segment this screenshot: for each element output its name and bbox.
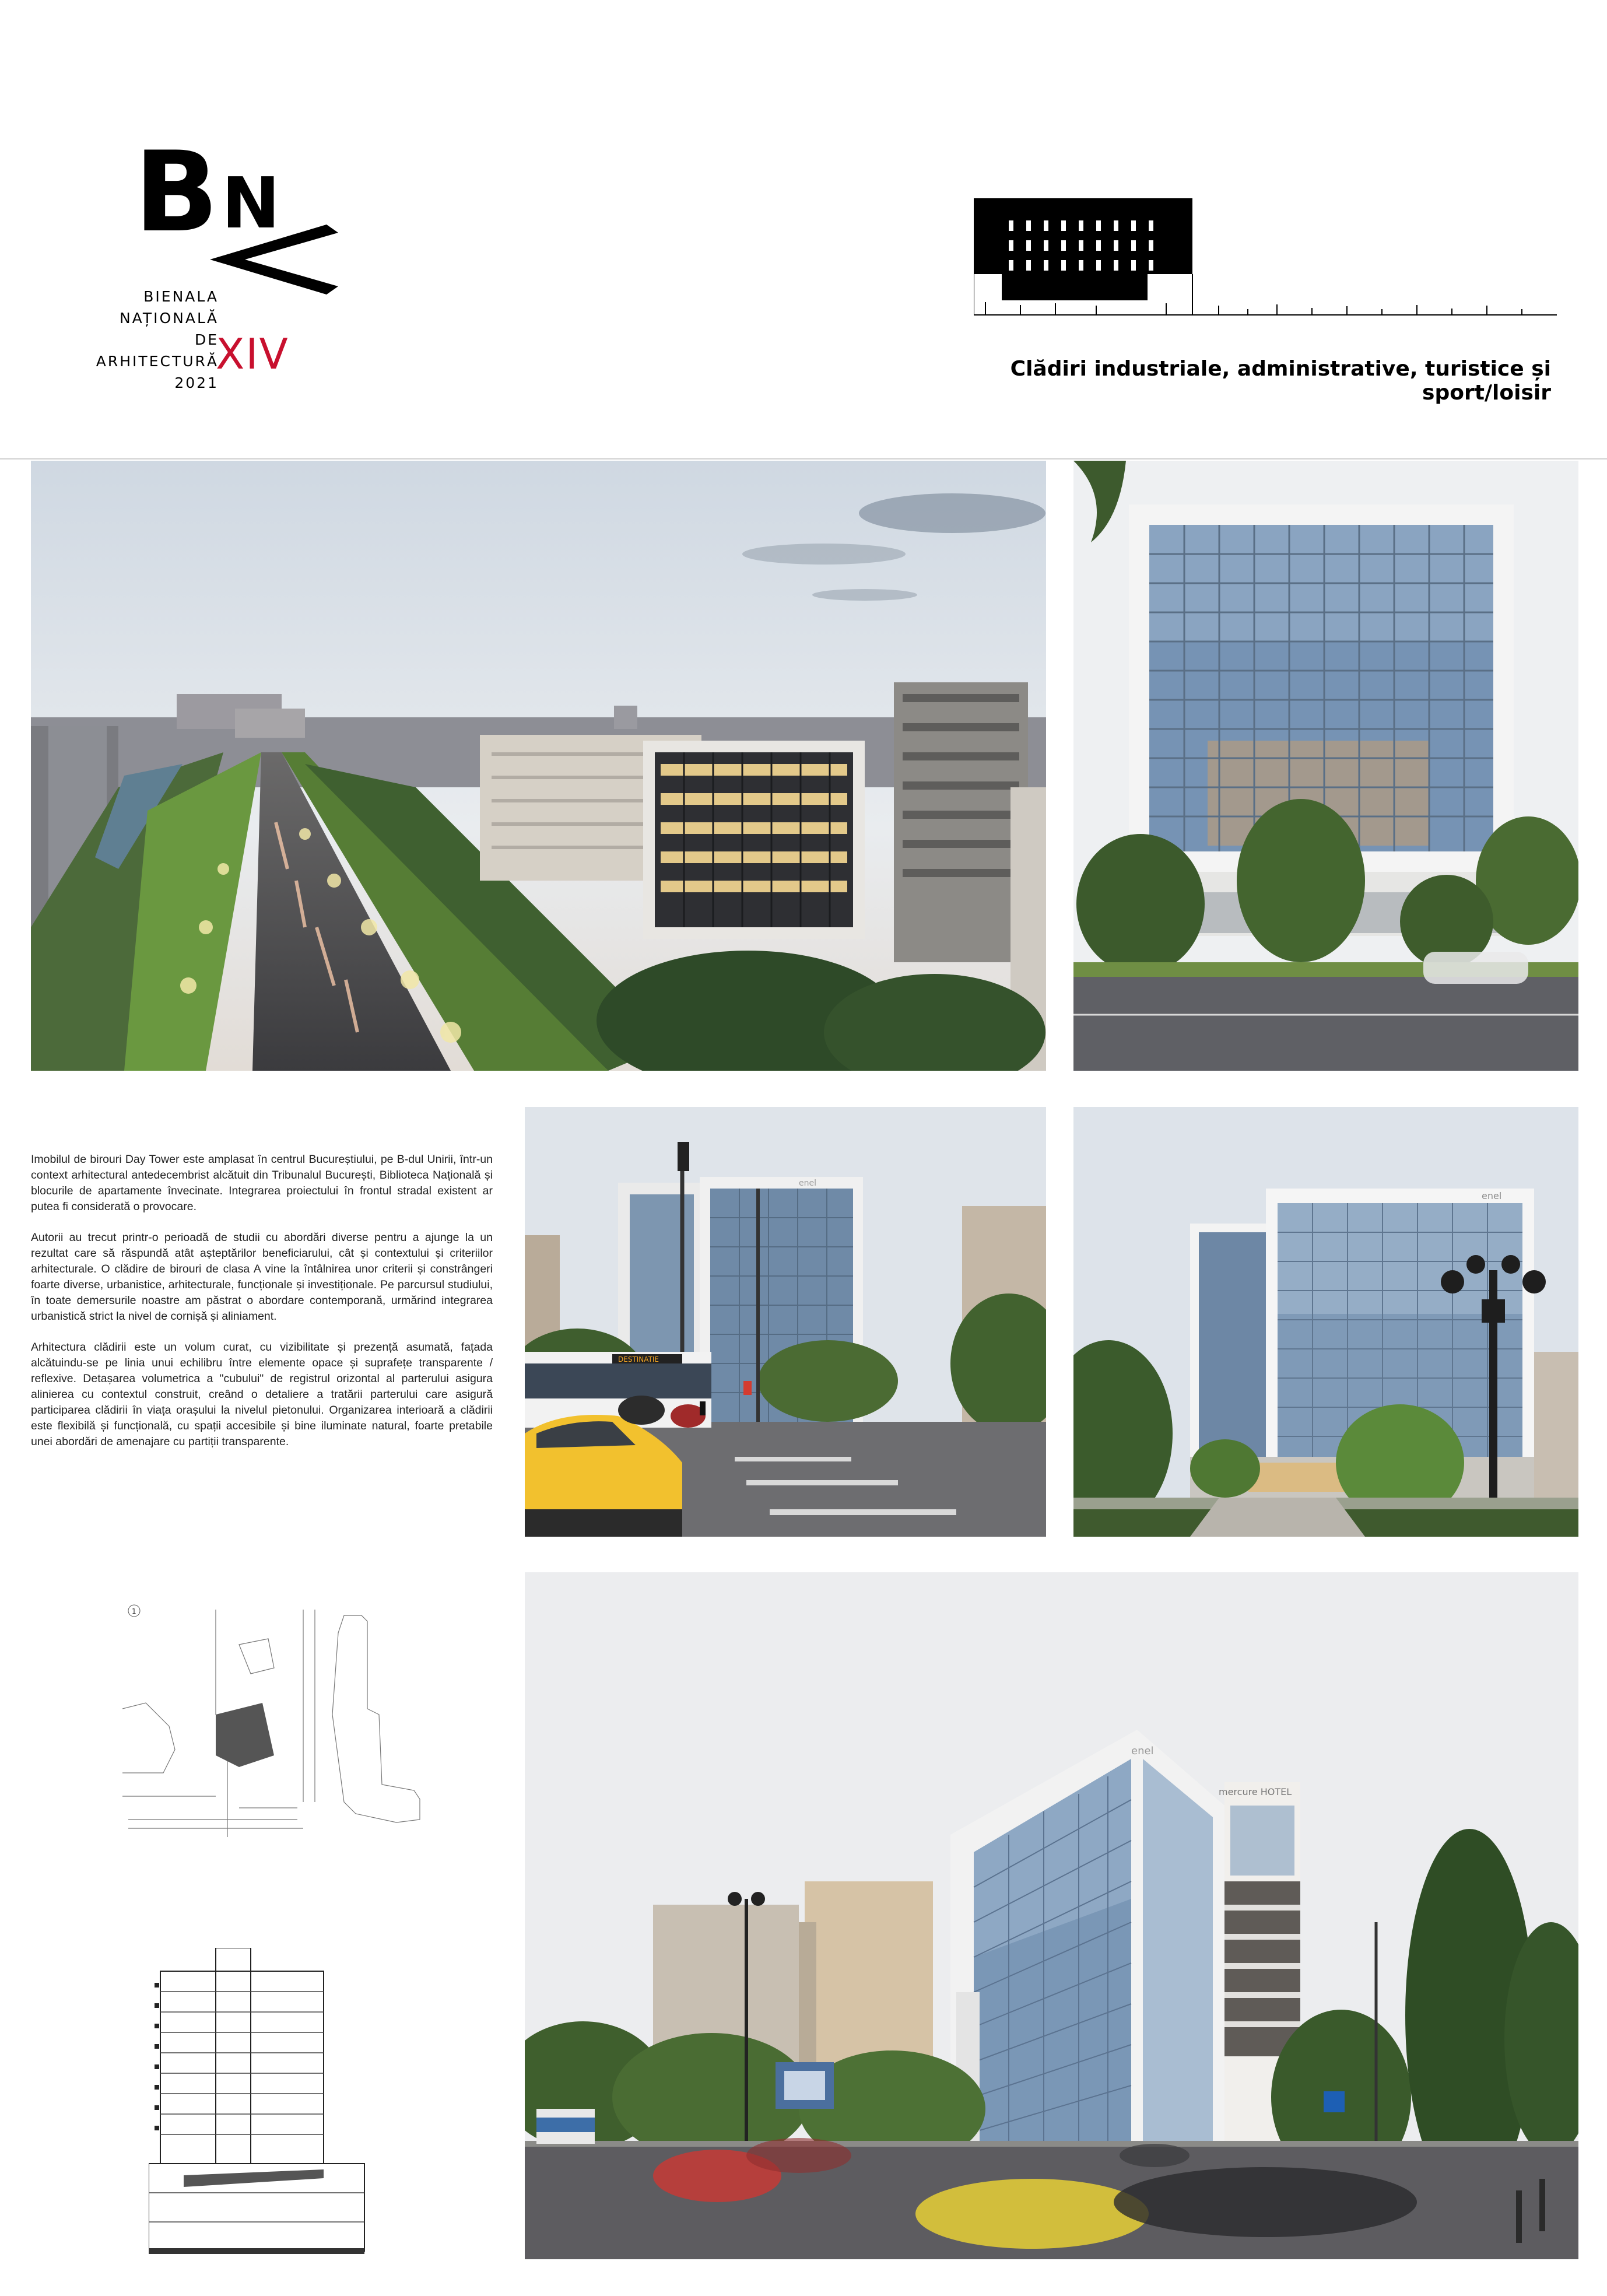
- building-sign-text: enel: [1131, 1745, 1154, 1757]
- logo-line: ARHITECTURĂ: [96, 353, 219, 370]
- logo-text-lines: [96, 286, 219, 394]
- logo-letter-b: B: [134, 128, 219, 257]
- logo-line: BIENALA: [143, 288, 219, 305]
- edition-number: XIV: [216, 329, 289, 378]
- logo-letter-n: N: [222, 163, 280, 244]
- building-sign-text: enel: [799, 1179, 816, 1188]
- building-sign-text: enel: [1482, 1190, 1502, 1201]
- description-paragraph: Autorii au trecut printr-o perioadă de studii cu abordări diverse pentru a ajunge la un rezultat care să răspundă atât așteptărilor beneficiarului, cât și contextului și criteriilor arhitecturale. O clădire de birouri de clasa A vine la întâlnirea unor criterii și constrângeri foarte diverse, urbanistice, arhitecturale, funcționale și investiționale. Pe parcursul studiului, în toate demersurile noastre am păstrat o abordare contemporană, urmărind integrarea urbanistică strict la nivel de cornișă și aliniament.: [31, 1231, 493, 1323]
- bus-destination-sign: DESTINATIE: [618, 1355, 659, 1363]
- description-paragraph: Arhitectura clădirii este un volum curat, cu vizibilitate și prezență asumată, fațada alcătuindu-se pe linia unui echilibru între elemente opace și suprafețe transparente / reflexive. Detașarea volumetrica a "cubului" de registrul orizontal al parterului asigura alinierea cu contextul construit, creând o detaliere a tratării parterului care asigură participarea clădirii în viața orașului la nivelul pietonului. Organizarea interioară a clădirii este flexibilă și funcțională, cu spații accesibile și bine iluminate natural, foarte pretabile unei abordări de amenajare cu partiții transparente.: [31, 1341, 493, 1448]
- photo-aerial-boulevard: [31, 461, 1046, 1071]
- project-description: [31, 1152, 493, 1465]
- logo-line: 2021: [174, 374, 219, 391]
- hotel-sign-text: mercure HOTEL: [1219, 1786, 1292, 1797]
- description-paragraph: Imobilul de birouri Day Tower este amplasat în centrul Bucureștiului, pe B-dul Unirii, într-un context arhitectural antedecembrist alcătuit din Tribunalul București, Biblioteca Națională și blocurile de apartamente învecinate. Integrarea proiectului în frontul stradal existent ar putea fi considerată o provocare.: [31, 1153, 493, 1213]
- header-divider: [0, 458, 1607, 460]
- site-plan-drawing: [122, 1598, 426, 1843]
- category-title: Clădiri industriale, administrative, turistice și sport/loisir: [1010, 357, 1551, 405]
- north-label: 1: [132, 1607, 136, 1615]
- building-category-icon: [974, 198, 1557, 332]
- photo-front-facade: [1073, 461, 1578, 1071]
- bna-logo: [96, 128, 356, 405]
- building-section-drawing: [149, 1948, 370, 2263]
- logo-line: DE: [194, 331, 219, 348]
- logo-letter-a-icon: [210, 225, 350, 295]
- photo-tower-lamp: [1073, 1107, 1578, 1537]
- photo-intersection-wide: [525, 1572, 1578, 2259]
- logo-line: NAȚIONALĂ: [119, 310, 219, 327]
- photo-street-taxi: [525, 1107, 1046, 1537]
